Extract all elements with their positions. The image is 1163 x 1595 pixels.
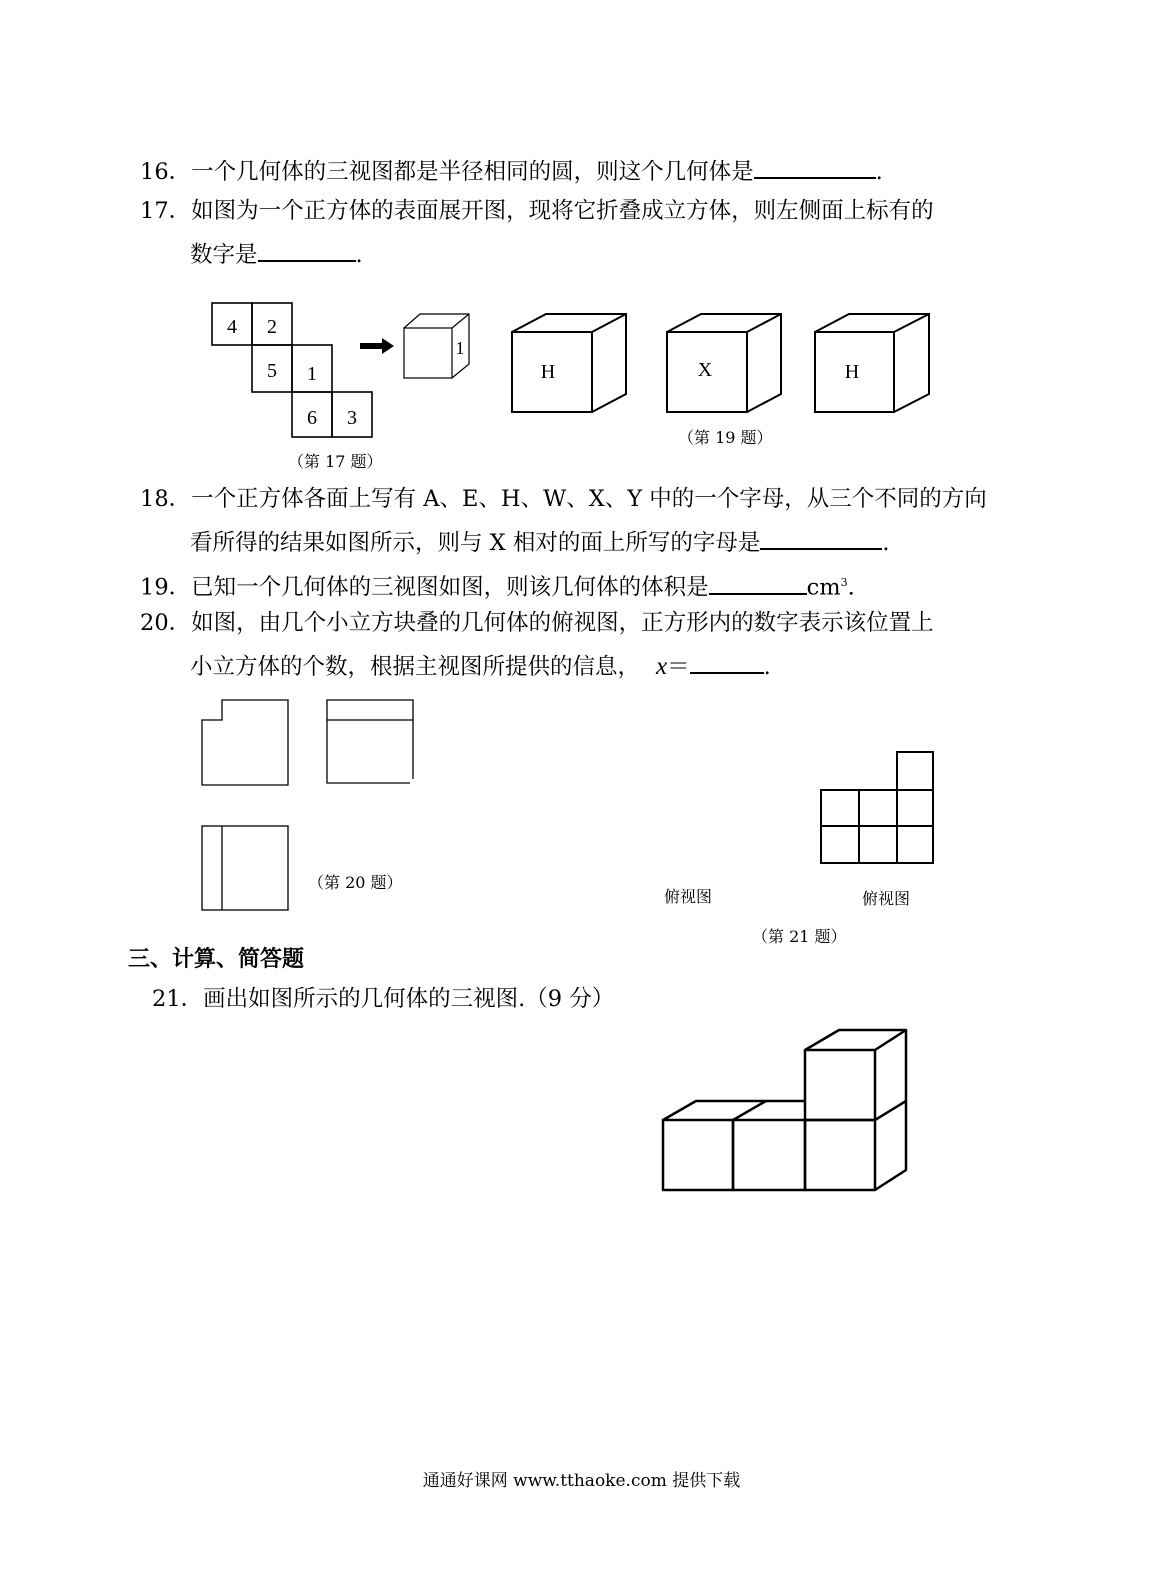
cube-x (667, 314, 781, 412)
net-number: 6 (307, 407, 317, 429)
top-view-label-left: 俯视图 (664, 887, 713, 906)
top-view-label-right: 俯视图 (862, 889, 911, 908)
question-text: 看所得的结果如图所示，则与 X 相对的面上所写的字母是 (190, 530, 761, 556)
question-number: 16． (140, 159, 192, 185)
period: . (355, 242, 363, 268)
q21-solid-figure (663, 1030, 906, 1190)
figure-19-caption: （第 19 题） (678, 428, 773, 447)
net-number: 2 (267, 316, 277, 338)
question-text: 如图，由几个小立方块叠的几何体的俯视图，正方形内的数字表示该位置上 (191, 610, 934, 636)
variable-x: x (656, 653, 668, 680)
question-number: 21． (152, 986, 204, 1012)
question-text: 画出如图所示的几何体的三视图.（9 分） (203, 986, 615, 1012)
answer-blank[interactable] (690, 650, 764, 674)
question-21 (152, 984, 614, 1014)
figure-21-caption: （第 21 题） (752, 927, 847, 946)
question-number: 20． (140, 610, 192, 636)
question-text: 已知一个几何体的三视图如图，则该几何体的体积是 (191, 574, 709, 601)
cube-face-number: 1 (455, 338, 465, 358)
net-number: 1 (307, 363, 317, 385)
view-notched-square (202, 700, 288, 785)
cube-h-1 (512, 314, 626, 412)
question-text: 如图为一个正方体的表面展开图，现将它折叠成立方体，则左侧面上标有的 (191, 198, 934, 224)
question-text: 一个正方体各面上写有 A、E、H、W、X、Y 中的一个字母，从三个不同的方向 (191, 486, 987, 512)
page-footer: 通通好课网 www.tthaoke.com 提供下载 (422, 1471, 741, 1491)
net-number: 5 (267, 360, 277, 382)
figure-17-caption: （第 17 题） (288, 452, 383, 471)
question-number: 17． (140, 198, 192, 224)
question-number: 18． (140, 486, 192, 512)
question-number: 19． (140, 574, 192, 601)
period: . (763, 654, 771, 680)
net-number: 3 (347, 407, 357, 429)
cube-letter: H (844, 361, 860, 383)
cube-letter: H (540, 361, 556, 383)
q21-grid-figure (821, 752, 933, 863)
unit: cm (806, 574, 841, 601)
question-text: 数字是 (190, 242, 258, 268)
equals-sign: ＝ (667, 654, 690, 680)
cube-h-2 (815, 314, 929, 412)
question-18 (140, 484, 987, 514)
section-heading: 三、计算、简答题 (128, 947, 305, 972)
answer-blank[interactable] (709, 571, 807, 595)
cube-letter: X (697, 359, 713, 381)
question-20-line2 (190, 650, 771, 682)
view-top-band-square (327, 700, 413, 783)
period: . (882, 530, 890, 556)
question-text: 一个几何体的三视图都是半径相同的圆，则这个几何体是 (191, 159, 754, 185)
period: . (875, 159, 883, 185)
unit-exponent: 3 (840, 576, 848, 589)
arrow-right-icon (360, 338, 394, 354)
question-20 (140, 608, 934, 638)
question-text: 小立方体的个数，根据主视图所提供的信息， (190, 654, 641, 680)
question-19 (140, 568, 855, 603)
net-number: 4 (227, 316, 237, 338)
view-left-band-square (202, 826, 288, 910)
q19-cubes-figure (512, 314, 929, 412)
answer-blank[interactable] (760, 526, 882, 550)
period: . (847, 574, 855, 601)
figure-20-caption: （第 20 题） (308, 873, 403, 892)
question-18-line2 (190, 526, 889, 558)
